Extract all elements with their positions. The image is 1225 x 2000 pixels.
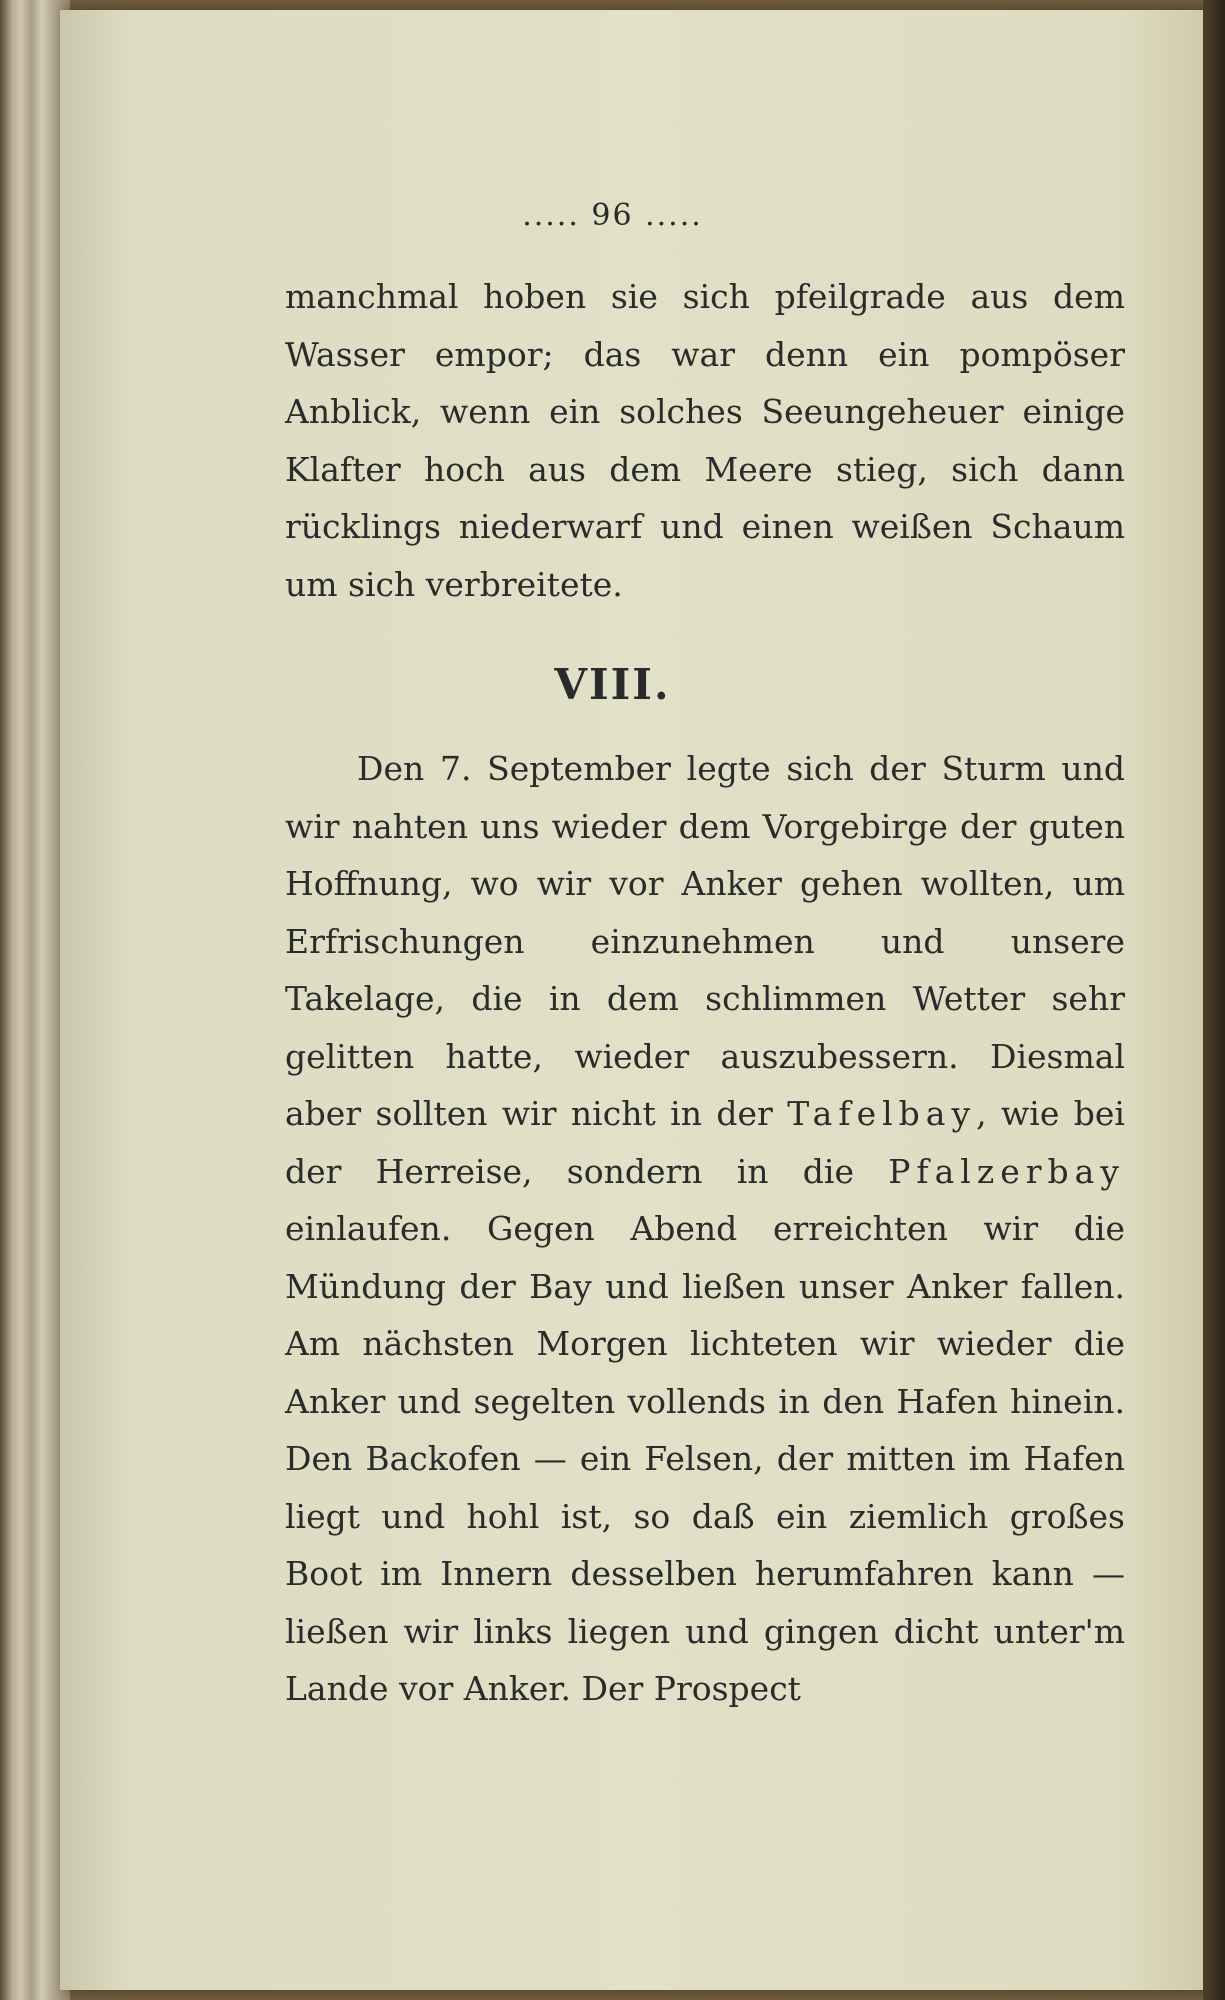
paragraph-1 (285, 268, 1125, 613)
book-cover-edge (1203, 0, 1225, 2000)
paragraph-2-text (285, 740, 1125, 1718)
paragraph-2-part-1: Den 7. September legte sich der Sturm und wir nahten uns wieder dem Vorgebirge der guten Hoffnung, wo wir vor Anker gehen wollten, um Erfrischungen einzunehmen und unsere Takelage, die in dem schlimmen Wetter sehr gelitten hatte, wieder auszubessern. Diesmal aber sollten wir nicht in der (285, 749, 1125, 1133)
paragraph-2-part-2: , wie bei der Herreise, sondern in die (285, 1094, 1125, 1191)
paragraph-2 (285, 740, 1125, 1718)
page-number-header: ..... 96 ..... (522, 198, 703, 233)
place-name-tafelbay: Tafelbay (787, 1094, 977, 1133)
section-heading: VIII. (554, 660, 671, 709)
place-name-pfalzerbay: Pfalzerbay (888, 1151, 1125, 1191)
paragraph-1-text: manchmal hoben sie sich pfeilgrade aus dem Wasser empor; das war denn ein pompöser Anblick, wenn ein solches Seeungeheuer einige Klafter hoch aus dem Meere stieg, sich dann rücklings niederwarf und einen weißen Schaum um sich verbreitete. (285, 277, 1125, 604)
paragraph-2-part-3: einlaufen. Gegen Abend erreichten wir die Mündung der Bay und ließen unser Anker fallen. Am nächsten Morgen lichteten wir wieder die Anker und segelten vollends in den Hafen hinein. Den Backofen — ein Felsen, der mitten im Hafen liegt und hohl ist, so daß ein ziemlich großes Boot im Innern desselben herumfahren kann — ließen wir links liegen und gingen dicht unter'm Lande vor Anker. Der Prospect (285, 1209, 1125, 1708)
